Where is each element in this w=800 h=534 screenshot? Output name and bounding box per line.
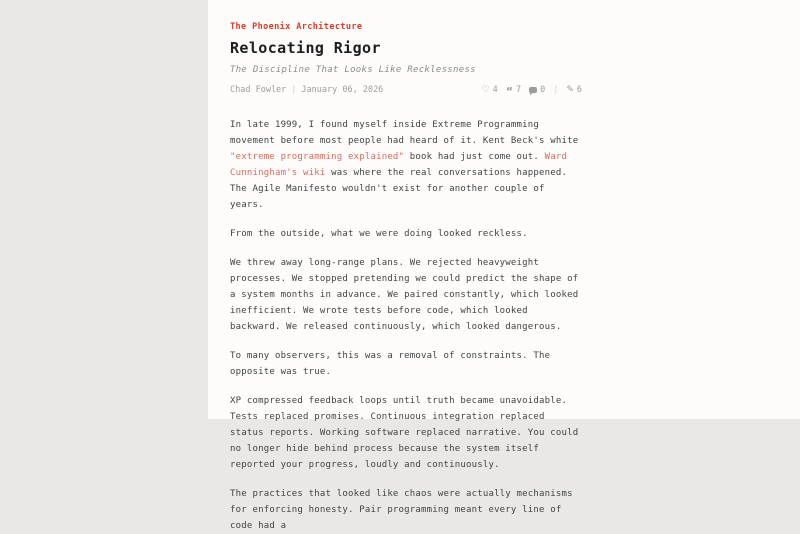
likes-stat[interactable] [482,85,498,95]
quotes-stat[interactable] [505,85,522,98]
stats-divider: | [553,85,559,95]
byline-row [230,84,582,98]
edits-count: 6 [576,85,582,95]
paragraph-3: We threw away long-range plans. We rejected heavyweight processes. We stopped pretending we could predict the shape of a system months in advance. We paired constantly, which looked inefficient. We wrote tests before code, which looked backward. We released continuously, which looked dangerous. [230,258,579,332]
edits-stat[interactable] [566,85,582,95]
author-name: Chad Fowler [230,85,287,95]
post-stats [481,84,582,98]
article-content [208,0,582,534]
page-title: Relocating Rigor [230,39,381,57]
paragraph-5: XP compressed feedback loops until truth became unavoidable. Tests replaced promises. Continuous integration replaced status reports. Working software replaced narrative. You could no longer hide behind process because the system itself reported your progress, loudly and continuously. [230,396,579,470]
post-date: January 06, 2026 [301,85,384,95]
paragraph-1-text: was where the real conversations happened. The Agile Manifesto wouldn't exist for another couple of years. [230,168,568,210]
paragraph-1-text: book had just come out. [404,152,545,162]
quotes-count: 7 [515,85,522,95]
article-panel [208,0,800,531]
comments-count: 0 [540,85,546,95]
paragraph-6: The practices that looked like chaos were actually mechanisms for enforcing honesty. Pair programming meant every line of code had a [230,489,573,531]
likes-count: 4 [492,85,498,95]
comment-icon [529,87,537,93]
byline [230,85,383,95]
pencil-icon: ✎ [566,84,574,95]
heart-icon: ♡ [481,84,490,95]
quote-icon: “ [505,85,513,98]
series-kicker-link[interactable]: The Phoenix Architecture [230,22,363,32]
paragraph-1 [230,117,582,213]
post-subtitle: The Discipline That Looks Like Recklessness [230,65,476,75]
paragraph-2: From the outside, what we were doing looked reckless. [230,229,528,239]
byline-separator: | [291,85,297,95]
paragraph-1-text: In late 1999, I found myself inside Extreme Programming movement before most people had heard of it. Kent Beck's white [230,120,579,146]
comments-stat[interactable] [529,85,545,95]
paragraph-4: To many observers, this was a removal of constraints. The opposite was true. [230,351,551,377]
link-extreme-programming-explained[interactable]: "extreme programming explained" [230,152,405,162]
article-body [230,117,582,534]
link-ward-cunninghams-wiki[interactable]: Ward Cunningham's wiki [230,152,568,178]
